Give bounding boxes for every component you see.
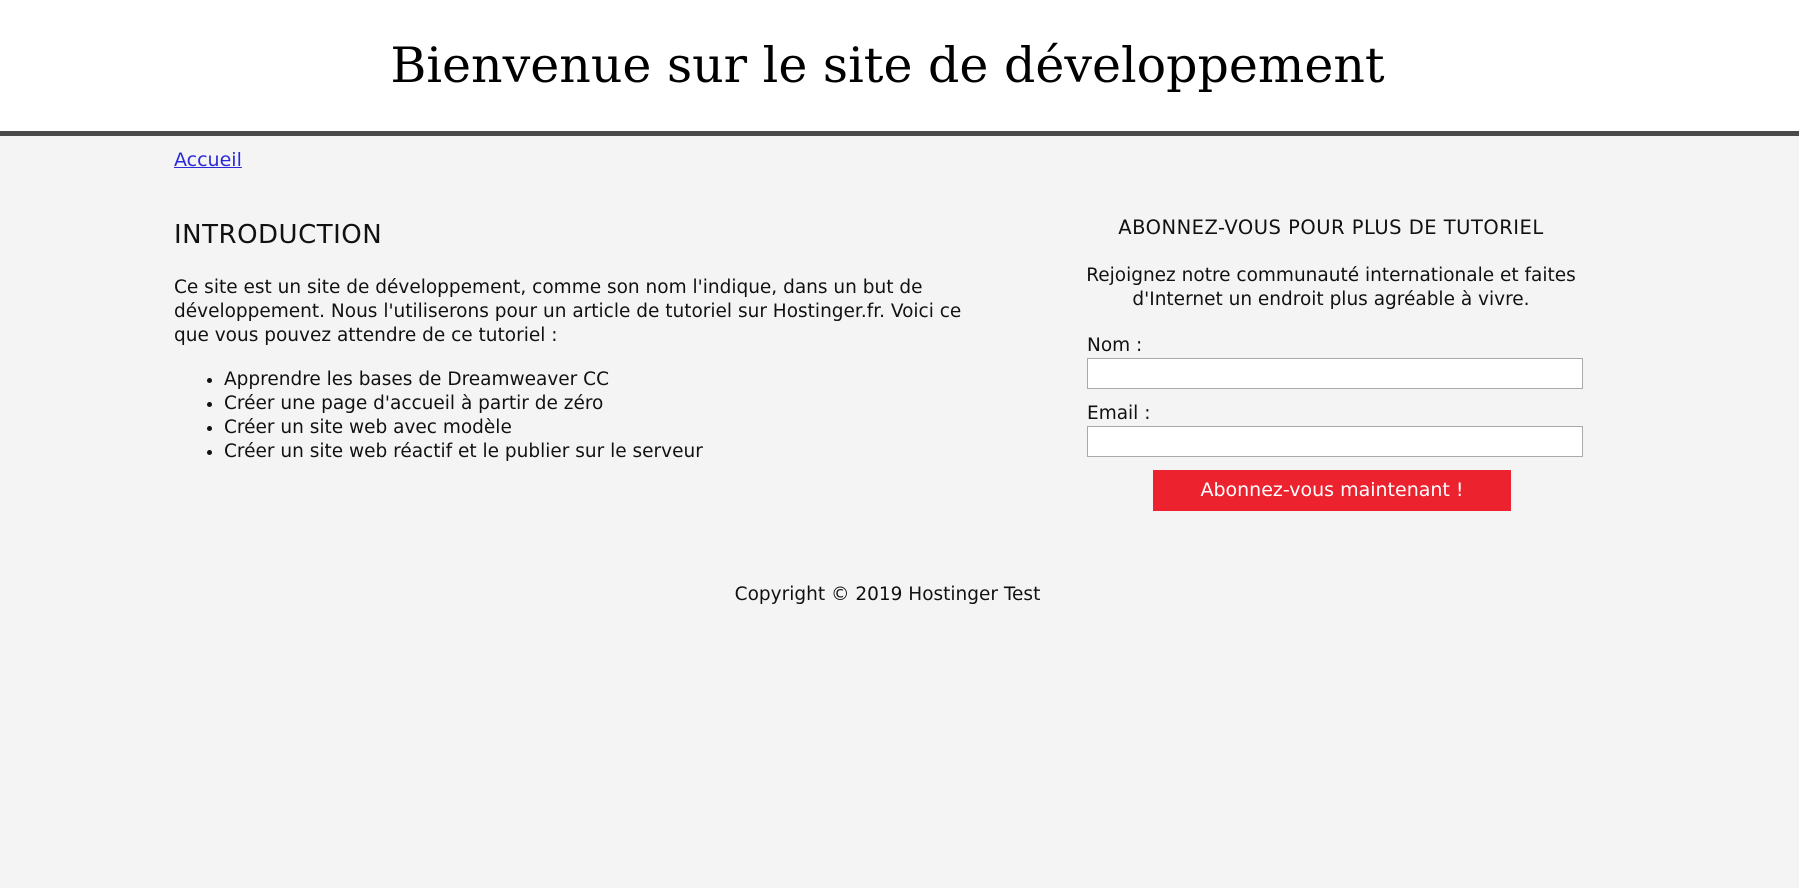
- email-label: Email :: [1087, 403, 1151, 424]
- footer-copyright: Copyright © 2019 Hostinger Test: [734, 584, 1041, 605]
- intro-list-item: • Créer une page d'accueil à partir de zéro: [224, 392, 703, 416]
- intro-list-item: • Créer un site web avec modèle: [224, 416, 703, 440]
- intro-list-item: • Créer un site web réactif et le publier sur le serveur: [224, 440, 703, 464]
- subscribe-button[interactable]: Abonnez-vous maintenant !: [1153, 470, 1511, 511]
- intro-list-item: • Apprendre les bases de Dreamweaver CC: [224, 368, 703, 392]
- intro-paragraph: Ce site est un site de développement, comme son nom l'indique, dans un but de développement. Nous l'utiliserons pour un article de tutoriel sur Hostinger.fr. Voici ce que vous pouvez attendre de ce tutoriel :: [174, 277, 962, 346]
- name-input[interactable]: [1087, 358, 1583, 389]
- intro-heading: INTRODUCTION: [174, 220, 383, 250]
- name-label: Nom :: [1087, 335, 1143, 356]
- site-header: [0, 0, 1799, 136]
- subscribe-description: Rejoignez notre communauté internationale et faites d'Internet un endroit plus agréable à vivre.: [1086, 265, 1576, 310]
- email-input[interactable]: [1087, 426, 1583, 457]
- breadcrumb-home-link[interactable]: Accueil: [174, 149, 242, 171]
- intro-list: [174, 368, 703, 464]
- site-title: Bienvenue sur le site de développement: [390, 37, 1385, 94]
- subscribe-heading: ABONNEZ-VOUS POUR PLUS DE TUTORIEL: [1118, 216, 1544, 239]
